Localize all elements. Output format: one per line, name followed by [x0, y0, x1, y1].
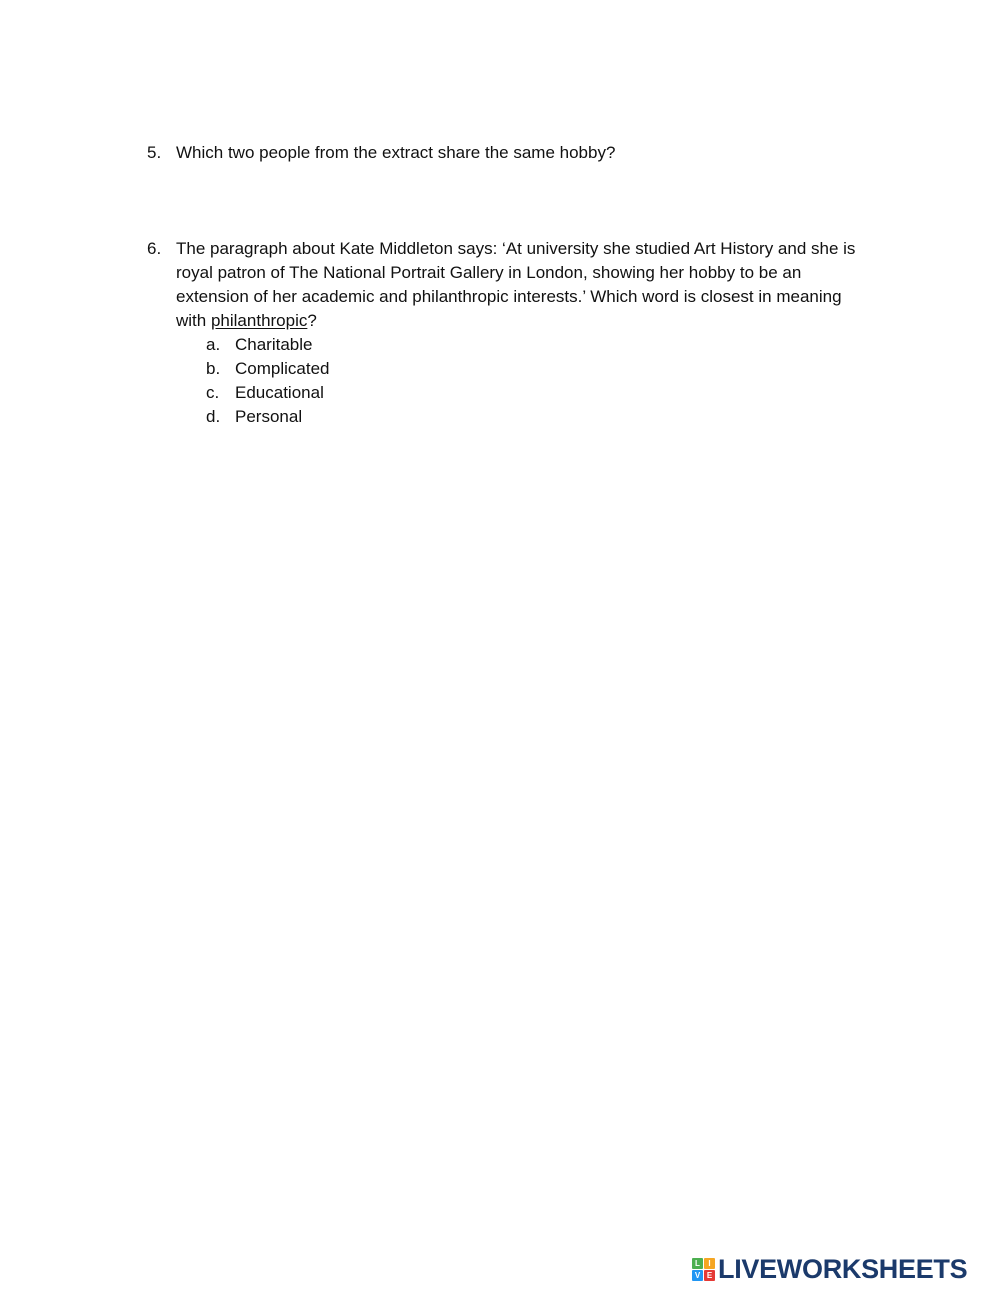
question-6: [147, 237, 867, 429]
option-b[interactable]: [206, 357, 867, 381]
question-text: Which two people from the extract share the same hobby?: [176, 143, 616, 162]
underlined-word: philanthropic: [210, 311, 308, 330]
option-label: Complicated: [235, 359, 330, 378]
question-text: [176, 237, 867, 333]
liveworksheets-logo: [692, 1252, 967, 1286]
option-letter: b.: [206, 359, 221, 378]
question-text-after: ?: [307, 311, 317, 330]
option-c[interactable]: [206, 381, 867, 405]
option-label: Personal: [235, 407, 303, 426]
logo-cell-v: V: [692, 1270, 703, 1281]
option-letter: c.: [206, 383, 220, 402]
option-label: Charitable: [235, 335, 313, 354]
question-number: 5.: [147, 143, 162, 162]
option-a[interactable]: [206, 333, 867, 357]
option-letter: a.: [206, 335, 221, 354]
logo-cell-e: E: [704, 1270, 715, 1281]
answer-options: [147, 333, 867, 429]
logo-mark-icon: [692, 1258, 715, 1281]
question-number: 6.: [147, 239, 162, 258]
logo-text: LIVEWORKSHEETS: [718, 1253, 968, 1284]
option-letter: d.: [206, 407, 221, 426]
logo-cell-i: I: [704, 1258, 715, 1269]
option-label: Educational: [235, 383, 324, 402]
logo-cell-l: L: [692, 1258, 703, 1269]
option-d[interactable]: [206, 405, 867, 429]
question-5-row: [147, 141, 867, 165]
question-5: [147, 141, 867, 165]
question-text-before: The paragraph about Kate Middleton says: ‘At university she studied Art History and she is royal patron of The National Portrait Gallery in London, showing her hobby to be an extension of her academic and philanthropic interests.’ Which word is closest in meaning with: [176, 239, 856, 330]
question-6-row: [147, 237, 867, 333]
